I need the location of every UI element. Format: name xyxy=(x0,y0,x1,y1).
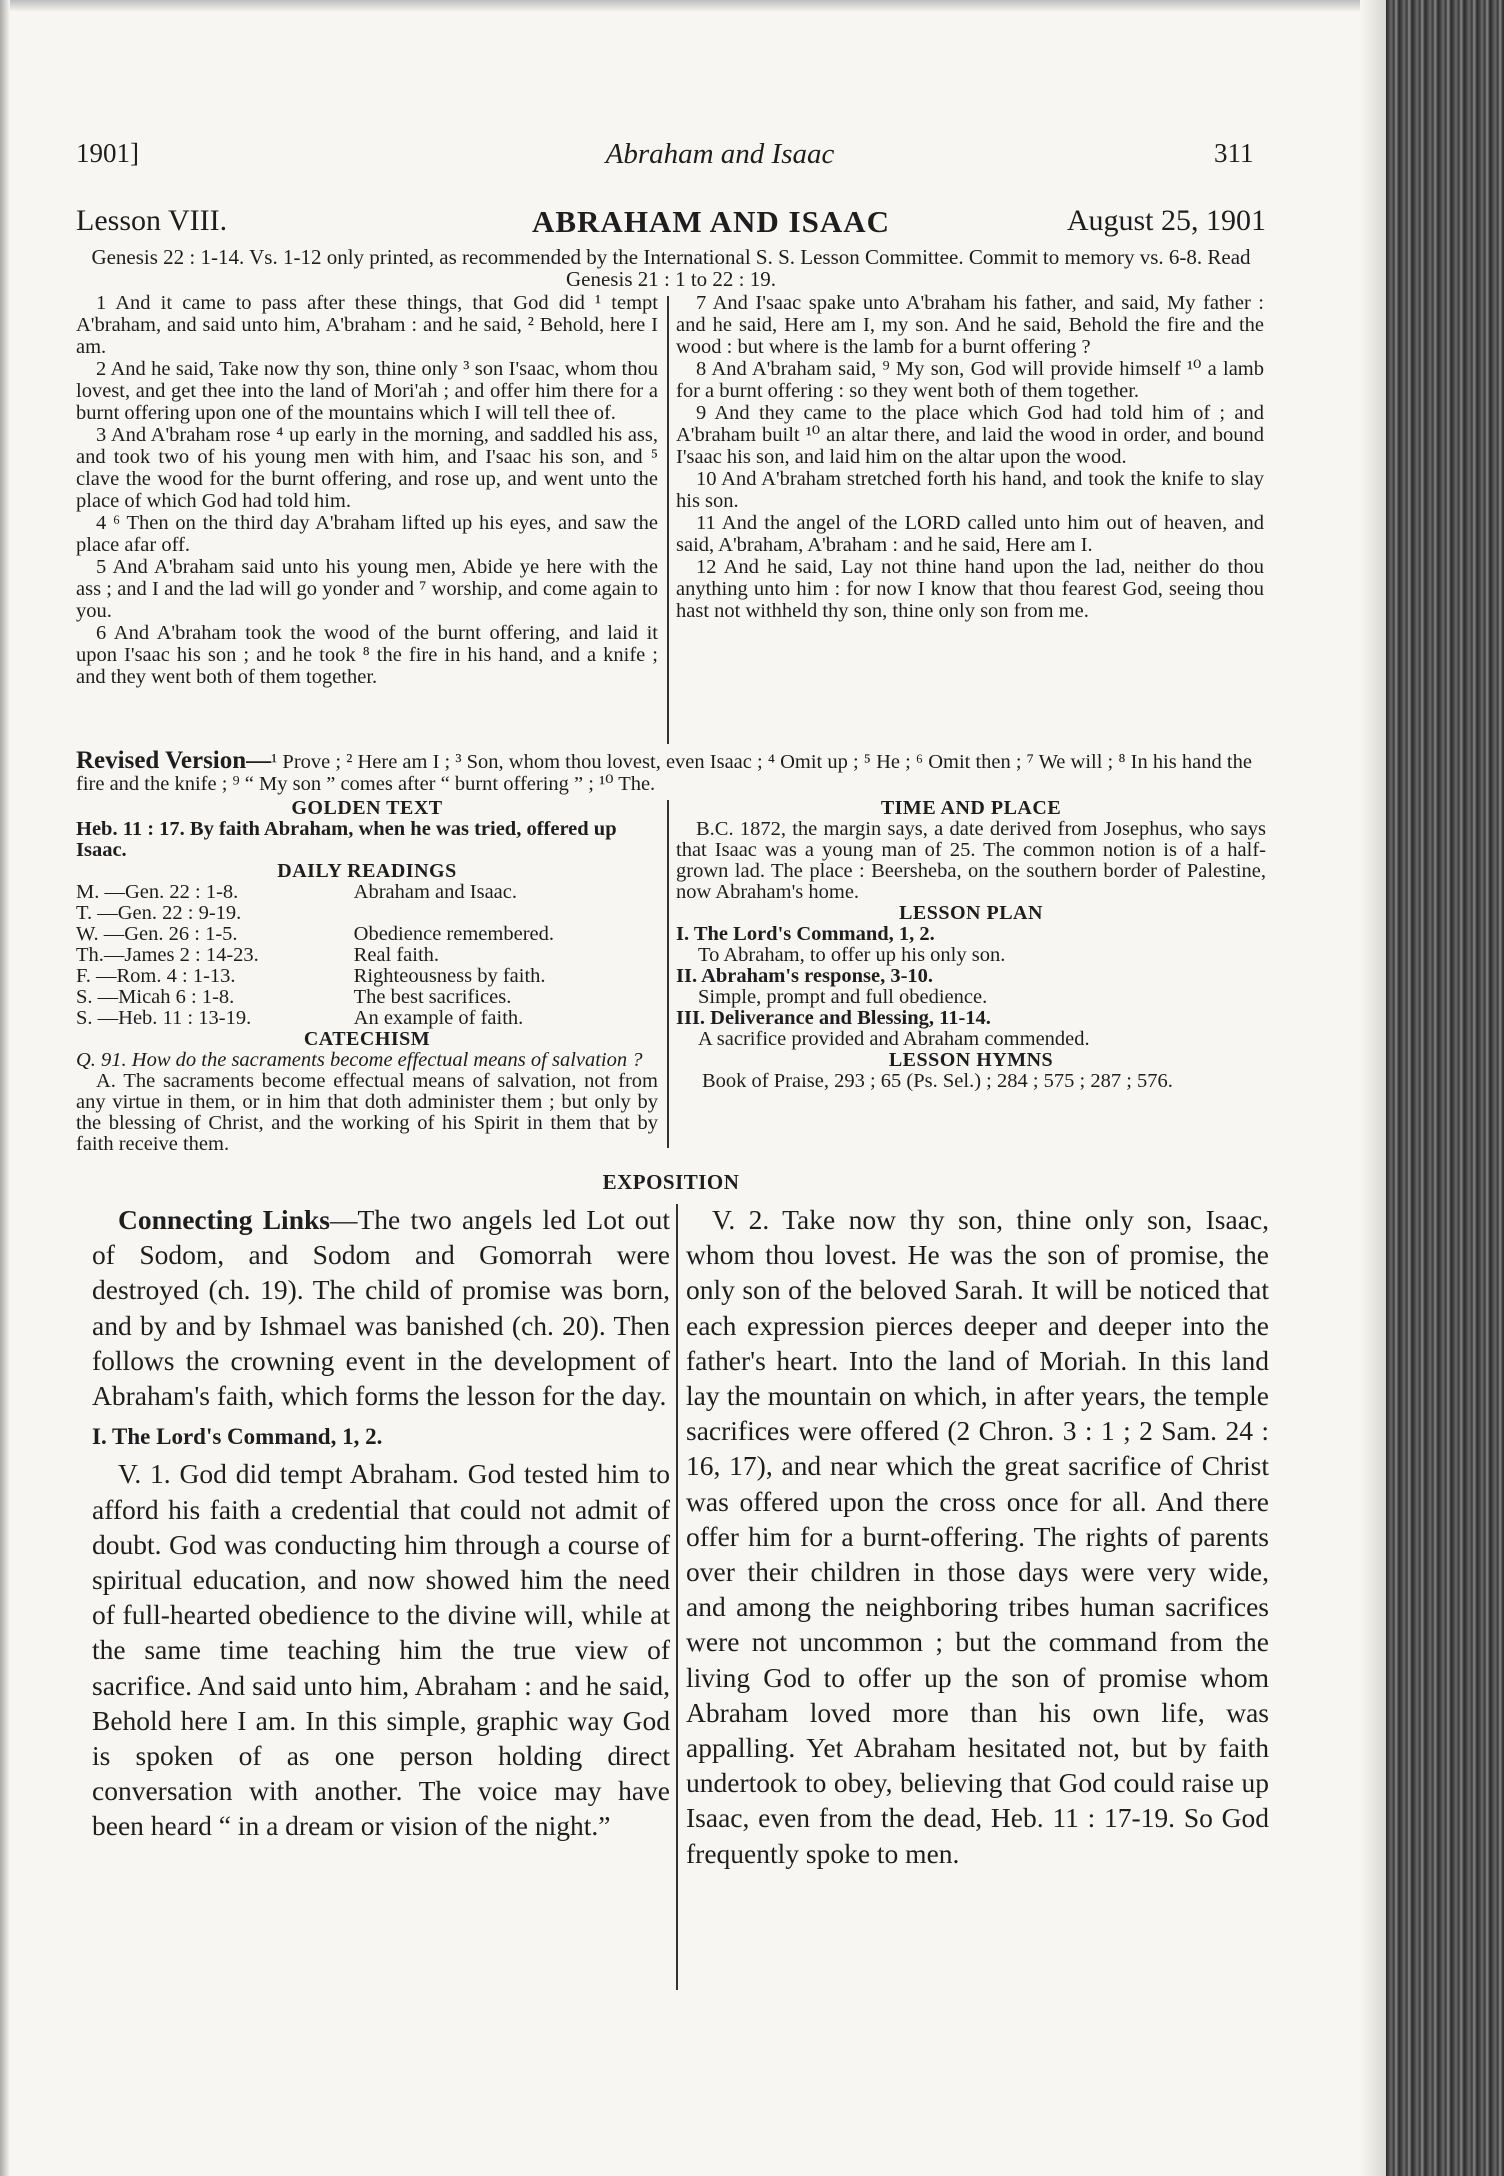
verse: 8 And A'braham said, ⁹ My son, God will provide himself ¹⁰ a lamb for a burnt offering : so they went both of them together. xyxy=(676,358,1264,402)
page-gutter xyxy=(1360,0,1386,2176)
left-info-column xyxy=(76,798,658,1155)
reading-topic: The best sacrifices. xyxy=(353,986,512,1008)
daily-readings-heading: DAILY READINGS xyxy=(277,860,457,882)
page-number: 311 xyxy=(1214,138,1254,168)
column-rule xyxy=(676,1204,678,1990)
plan-item-sub: To Abraham, to offer up his only son. xyxy=(698,944,1006,966)
reading-day: Th.—James 2 : 14-23. xyxy=(76,944,259,966)
right-info-column xyxy=(676,798,1266,1092)
reading-row xyxy=(76,987,658,1008)
golden-text-heading: GOLDEN TEXT xyxy=(291,797,443,819)
catechism-answer: A. The sacraments become effectual means of salvation, not from any virtue in them, or in him that doth administer them ; but only by the blessing of Christ, and the working of his Spirit in them that by faith receive them. xyxy=(76,1070,658,1155)
reading-day: S. —Micah 6 : 1-8. xyxy=(76,986,235,1008)
time-place-heading: TIME AND PLACE xyxy=(880,797,1062,819)
verse-two-commentary: V. 2. Take now thy son, thine only son, Isaac, whom thou lovest. He was the son of promise, the only son of the beloved Sarah. It will be noticed that each expression pierces deeper and deeper into the father's heart. Into the land of Moriah. In this land lay the mountain on which, in after years, the temple sacrifices were offered (2 Chron. 3 : 1 ; 2 Sam. 24 : 16, 17), and near which the great sacrifice of Christ was offered upon the cross once for all. And there offer him for a burnt-offering. The rights of parents over their children in those days were very wide, and among the neighboring tribes human sacrifices were not uncommon ; but the command from the living God to offer up the son of promise whom Abraham loved more than his own life, was appalling. Yet Abraham hesitated not, but by faith undertook to obey, believing that God could raise up Isaac, even from the dead, Heb. 11 : 17-19. So God frequently spoke to men. xyxy=(686,1204,1269,1869)
scripture-right-column xyxy=(676,292,1264,622)
lesson-title: ABRAHAM AND ISAAC xyxy=(531,204,890,239)
running-header-year: 1901] xyxy=(76,138,139,168)
lesson-hymns-text: Book of Praise, 293 ; 65 (Ps. Sel.) ; 284 ; 575 ; 287 ; 576. xyxy=(702,1070,1173,1092)
verse: 9 And they came to the place which God had told him of ; and A'braham built ¹⁰ an altar there, and laid the wood in order, and bound I'saac his son, and laid him on the altar upon the wood. xyxy=(676,402,1264,468)
reading-row xyxy=(76,903,658,924)
verse: 10 And A'braham stretched forth his hand, and took the knife to slay his son. xyxy=(676,468,1264,512)
verse: 4 ⁶ Then on the third day A'braham lifted up his eyes, and saw the place afar off. xyxy=(76,512,658,556)
exposition-left-column xyxy=(92,1202,670,1844)
reading-topic: Righteousness by faith. xyxy=(353,965,546,987)
verse: 12 And he said, Lay not thine hand upon the lad, neither do thou anything unto him : for now I know that thou fearest God, seeing thou hast not withheld thy son, thine only son from me. xyxy=(676,556,1264,622)
plan-item-title: II. Abraham's response, 3-10. xyxy=(676,965,934,987)
top-shadow xyxy=(0,0,1386,12)
daily-readings-table xyxy=(76,882,658,1029)
lesson-number: Lesson VIII. xyxy=(76,204,228,237)
plan-item-title: I. The Lord's Command, 1, 2. xyxy=(676,923,935,945)
golden-text: Heb. 11 : 17. By faith Abraham, when he was tried, offered up Isaac. xyxy=(76,818,617,861)
catechism-question: Q. 91. How do the sacraments become effectual means of salvation ? xyxy=(76,1049,643,1071)
exposition-right-column xyxy=(686,1202,1269,1871)
reading-row xyxy=(76,882,658,903)
plan-item-sub: A sacrifice provided and Abraham commended. xyxy=(698,1028,1090,1050)
revised-version-text: ¹ Prove ; ² Here am I ; ³ Son, whom thou lovest, even Isaac ; ⁴ Omit up ; ⁵ He ; ⁶ Omit then ; ⁷ We will ; ⁸ In his hand the fire and the knife ; ⁹ “ My son ” comes after “ burnt offering ” ; ¹⁰ The. xyxy=(76,751,1252,795)
time-place-text: B.C. 1872, the margin says, a date derived from Josephus, who says that Isaac was a young man of 25. The common notion is of a half-grown lad. The place : Beersheba, on the southern border of Palestine, now Abraham's home. xyxy=(676,818,1266,903)
reading-row xyxy=(76,945,658,966)
running-header-title: Abraham and Isaac xyxy=(605,138,835,170)
reading-topic: Abraham and Isaac. xyxy=(353,881,518,903)
section-heading: I. The Lord's Command, 1, 2. xyxy=(92,1424,383,1450)
reading-day: W. —Gen. 26 : 1-5. xyxy=(76,923,238,945)
reading-day: T. —Gen. 22 : 9-19. xyxy=(76,902,242,924)
reading-day: F. —Rom. 4 : 1-13. xyxy=(76,965,236,987)
reading-topic: Real faith. xyxy=(353,944,440,966)
lesson-hymns-heading: LESSON HYMNS xyxy=(888,1049,1054,1071)
verse: 11 And the angel of the LORD called unto him out of heaven, and said, A'braham, A'braham : and he said, Here am I. xyxy=(676,512,1264,556)
verse: 6 And A'braham took the wood of the burnt offering, and laid it upon I'saac his son ; and he took ⁸ the fire in his hand, and a knife ; and they went both of them together. xyxy=(76,622,658,688)
lesson-intro: Genesis 22 : 1-14. Vs. 1-12 only printed, as recommended by the International S. S. Lesson Committee. Commit to memory vs. 6-8. Read Genesis 21 : 1 to 22 : 19. xyxy=(91,245,1251,291)
lesson-date: August 25, 1901 xyxy=(1066,204,1266,237)
scripture-left-column xyxy=(76,292,658,688)
verse: 3 And A'braham rose ⁴ up early in the morning, and saddled his ass, and took two of his young men with him, and I'saac his son, and ⁵ clave the wood for the burnt offering, and rose up, and went unto the place of which God had told him. xyxy=(76,424,658,512)
reading-row xyxy=(76,924,658,945)
verse-one-commentary: V. 1. God did tempt Abraham. God tested him to afford his faith a credential that could not admit of doubt. God was conducting him through a course of spiritual education, and now showed him the need of full-hearted obedience to the divine will, while at the same time teaching him the true view of sacrifice. And said unto him, Abraham : and he said, Behold here I am. In this simple, graphic way God is spoken of as one person holding direct conversation with another. The voice may have been heard “ in a dream or vision of the night.” xyxy=(92,1458,670,1842)
column-rule xyxy=(667,800,669,1148)
verse: 1 And it came to pass after these things, that God did ¹ tempt A'braham, and said unto him, A'braham : and he said, ² Behold, here I am. xyxy=(76,292,658,358)
plan-item-sub: Simple, prompt and full obedience. xyxy=(698,986,988,1008)
page-edges xyxy=(1386,0,1504,2176)
revised-version-label: Revised Version— xyxy=(76,747,272,774)
plan-item-title: III. Deliverance and Blessing, 11-14. xyxy=(676,1007,991,1029)
verse: 7 And I'saac spake unto A'braham his father, and said, My father : and he said, Here am I, my son. And he said, Behold the fire and the wood : but where is the lamb for a burnt offering ? xyxy=(676,292,1264,358)
reading-day: M. —Gen. 22 : 1-8. xyxy=(76,881,239,903)
verse: 2 And he said, Take now thy son, thine only ³ son I'saac, whom thou lovest, and get thee into the land of Mori'ah ; and offer him there for a burnt offering upon one of the mountains which I will tell thee of. xyxy=(76,358,658,424)
column-rule xyxy=(667,296,669,744)
lesson-title-row xyxy=(76,204,1266,244)
verse: 5 And A'braham said unto his young men, Abide ye here with the ass ; and I and the lad will go yonder and ⁷ worship, and come again to you. xyxy=(76,556,658,622)
connecting-links-paragraph xyxy=(92,1202,670,1413)
connecting-links-label: Connecting Links xyxy=(118,1204,330,1235)
left-shadow xyxy=(0,0,10,2176)
reading-row xyxy=(76,966,658,987)
reading-day: S. —Heb. 11 : 13-19. xyxy=(76,1007,252,1029)
connecting-links-text: —The two angels led Lot out of Sodom, and Sodom and Gomorrah were destroyed (ch. 19). The child of promise was born, and by and by Ishmael was banished (ch. 20). Then follows the crowning event in the development of Abraham's faith, which forms the lesson for the day. xyxy=(92,1204,670,1412)
reading-topic xyxy=(354,903,658,924)
lesson-plan-heading: LESSON PLAN xyxy=(899,902,1043,924)
revised-version xyxy=(76,747,1266,795)
reading-topic: Obedience remembered. xyxy=(353,923,554,945)
reading-topic: An example of faith. xyxy=(353,1007,524,1029)
exposition-heading: EXPOSITION xyxy=(602,1170,740,1194)
reading-row xyxy=(76,1008,658,1029)
catechism-heading: CATECHISM xyxy=(303,1028,431,1050)
